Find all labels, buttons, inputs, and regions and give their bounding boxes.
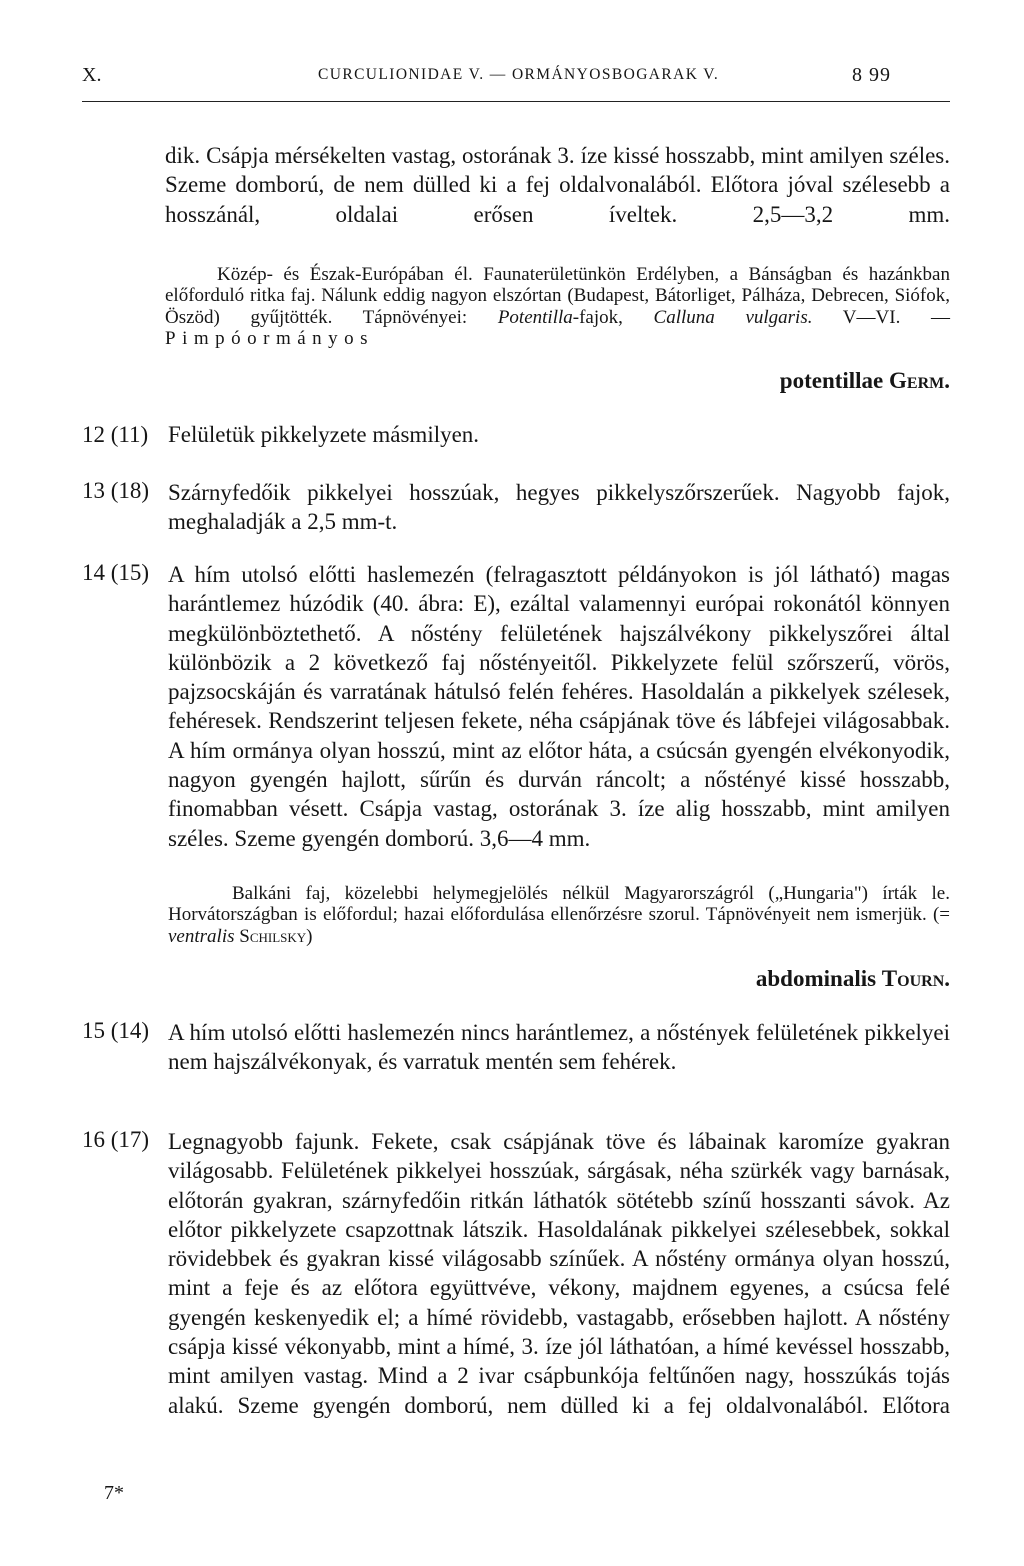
synonym-name: ventralis bbox=[168, 925, 235, 947]
page-number: 8 99 bbox=[852, 64, 891, 86]
note-text: Balkáni faj, közelebbi helymegjelölés nélkül Magyarországról („Hungaria") írták le. Horvátországban is előfordul; hazai előfordulása ellenőrzésre szorul. Tápnövényeit nem ismerjük. (= bbox=[168, 883, 950, 926]
host-plant-species: Calluna vulgaris. bbox=[653, 306, 813, 328]
sheet-signature: 7* bbox=[104, 1482, 124, 1504]
couplet-number: 13 (18) bbox=[82, 478, 150, 503]
species-epithet: potentillae bbox=[779, 368, 884, 393]
header-rule bbox=[82, 101, 950, 102]
couplet-number: 15 (14) bbox=[82, 1018, 150, 1043]
couplet-text: Szárnyfedőik pikkelyei hosszúak, hegyes pikkelyszőrszerűek. Nagyobb fajok, meghaladják a 2,5 mm-t. bbox=[168, 480, 950, 535]
couplet-number: 12 (11) bbox=[82, 422, 149, 447]
species-author: Tourn. bbox=[881, 966, 950, 991]
couplet-text: A hím utolsó előtti haslemezén (felragasztott példányokon is jól látható) magas harántlemez húzódik (40. ábra: E), ezáltal valamennyi európai rokonától könnyen megkülönböztethető. A nőstény felületének hajszálvékony pikkelyszőrei által különbözik a 2 következő faj nőstényeitől. Pikkelyzete felül szőrszerű, vörös, pajzsocskáján és varratának hátulsó felén fehéres. Hasoldalán a pikkelyek szélesek, fehéresek. Rendszerint teljesen fekete, néha csápjának töve és lábfejei világosabbak. A hím ormánya olyan hosszú, mint az előtor háta, a csúcsán gyengén elvékonyodik, nagyon gyengén hajlott, sűrűn és durván ráncolt; a nőstényé kissé hosszabb, finomabban vésett. Csápja vastag, ostorának 3. íze alig hosszabb, mint amilyen széles. Szeme gyengén domború. 3,6—4 mm. bbox=[168, 562, 950, 851]
species-name-potentillae bbox=[780, 368, 950, 394]
note-text: -fajok, bbox=[572, 306, 654, 328]
synonym-author: Schilsky bbox=[239, 925, 307, 947]
distribution-note-abdominalis bbox=[168, 883, 950, 947]
couplet-text: Felületük pikkelyzete másmilyen. bbox=[168, 422, 480, 447]
page-header-title: CURCULIONIDAE V. — ORMÁNYOSBOGARAK V. bbox=[318, 66, 720, 83]
note-text: Közép- és Észak-Európában él. Faunaterületünkön Erdélyben, a Bánságban és hazánkban előforduló ritka faj. Nálunk eddig nagyon elszórtan (Budapest, Bátorliget, Pálháza, Debrecen, Siófok, Öszöd) gyűjtötték. Tápnövényei: bbox=[165, 264, 950, 328]
species-name-abdominalis bbox=[756, 966, 950, 992]
note-text: V—VI. — bbox=[812, 306, 950, 328]
note-text: ) bbox=[306, 925, 313, 947]
distribution-note-potentillae bbox=[165, 264, 950, 350]
couplet-text: Legnagyobb fajunk. Fekete, csak csápjának töve és lábainak karomíze gyakran világosabb. Felületének pikkelyei hosszúak, sárgásak, néha szürkék vagy barnásak, előtorán gyakran, szárnyfedőin ritkán láthatók sötétebb színű hosszanti sávok. Az előtor pikkelyzete csapzottnak látszik. Hasoldalának pikkelyei szélesebbek, sokkal rövidebbek és gyakran kissé világosabb színűek. A nőstény ormánya olyan hosszú, mint a feje és az előtora együttvéve, vékony, majdnem egyenes, a csúcsa felé gyengén keskenyedik el; a hímé rövidebb, vastagabb, erősebben hajlott. A nőstény csápja kissé vékonyabb, mint a hímé, 3. íze jól láthatóan, a hímé kevéssel hosszabb, mint amilyen vastag. Mind a 2 ivar csápbunkója feltűnően nagy, hosszúkás tojás alakú. Szeme gyengén domború, nem dülled ki a fej oldalvonalából. Előtora bbox=[168, 1129, 950, 1418]
couplet-text: A hím utolsó előtti haslemezén nincs harántlemez, a nőstények felületének pikkelyei nem hajszálvékonyak, és varratuk mentén sem fehérek. bbox=[168, 1020, 950, 1075]
common-name: Pimpóormányos bbox=[165, 328, 375, 350]
couplet-number: 16 (17) bbox=[82, 1127, 150, 1152]
page-header-section: X. bbox=[82, 64, 102, 86]
species-epithet: abdominalis bbox=[755, 966, 877, 991]
couplet-number: 14 (15) bbox=[82, 560, 150, 585]
intro-paragraph: dik. Csápja mérsékelten vastag, ostorának 3. íze kissé hosszabb, mint amilyen széles. Szeme domború, de nem dülled ki a fej oldalvonalából. Előtora jóval szélesebb a hosszánál, oldalai erősen íveltek. 2,5—3,2 mm. bbox=[165, 143, 950, 227]
host-plant-genus: Potentilla bbox=[497, 306, 573, 328]
species-author: Germ. bbox=[889, 368, 950, 393]
